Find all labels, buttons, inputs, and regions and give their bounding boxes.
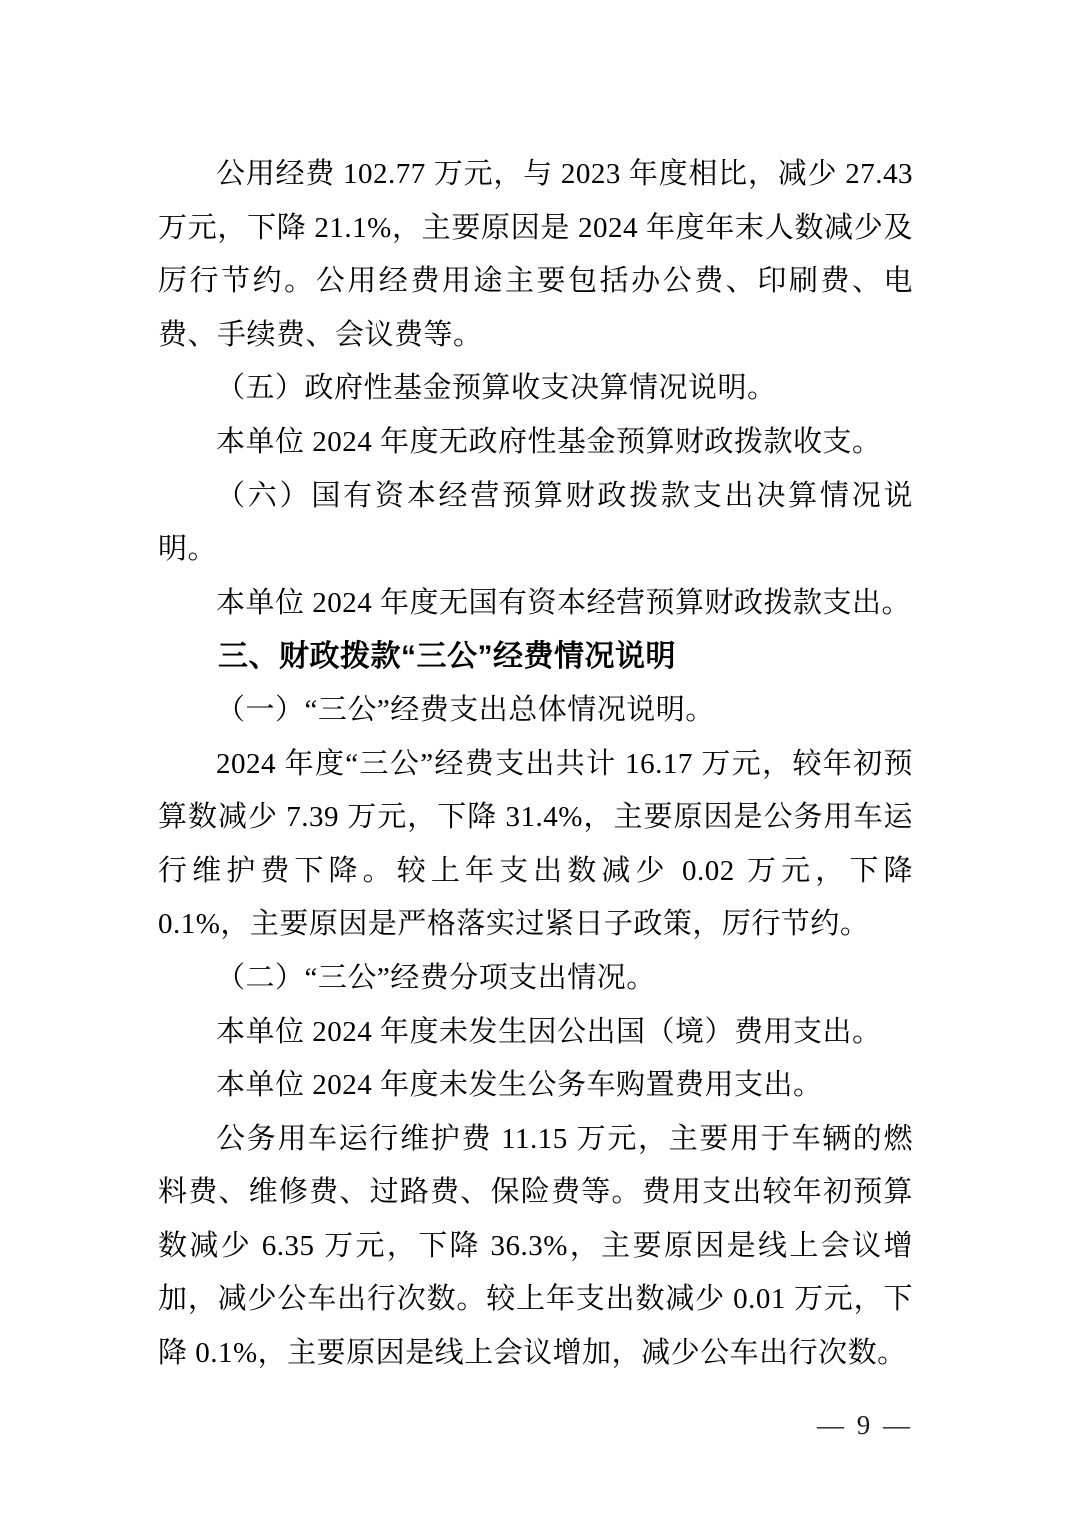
body-paragraph: （二）“三公”经费分项支出情况。 <box>216 961 656 994</box>
body-paragraph: （一）“三公”经费支出总体情况说明。 <box>216 693 715 726</box>
body-paragraph: 本单位 2024 年度无国有资本经营预算财政拨款支出。 <box>216 586 912 619</box>
body-paragraph: 公用经费 102.77 万元，与 2023 年度相比，减少 27.43 万元，下降 21.1%，主要原因是 2024 年度年末人数减少及厉行节约。公用经费用途主要包括办公费、印刷费、电费、手续费、会议费等。 <box>158 158 913 351</box>
page-footer <box>0 1399 913 1452</box>
body-paragraph: 本单位 2024 年度无政府性基金预算财政拨款收支。 <box>216 425 882 458</box>
body-paragraph: 本单位 2024 年度未发生因公出国（境）费用支出。 <box>216 1015 882 1048</box>
section-heading: 三、财政拨款“三公”经费情况说明 <box>218 640 676 674</box>
body-paragraph: 2024 年度“三公”经费支出共计 16.17 万元，较年初预算数减少 7.39 万元，下降 31.4%，主要原因是公务用车运行维护费下降。较上年支出数减少 0.02 万元，下降 0.1%，主要原因是严格落实过紧日子政策，厉行节约。 <box>158 747 913 941</box>
body-paragraph: 本单位 2024 年度未发生公务车购置费用支出。 <box>216 1069 823 1102</box>
page-number: — 9 — <box>817 1410 913 1440</box>
body-paragraph: （六）国有资本经营预算财政拨款支出决算情况说明。 <box>158 479 913 566</box>
body-paragraph: （五）政府性基金预算收支决算情况说明。 <box>216 372 777 405</box>
body-paragraph: 公务用车运行维护费 11.15 万元，主要用于车辆的燃料费、维修费、过路费、保险费等。费用支出较年初预算数减少 6.35 万元，下降 36.3%，主要原因是线上会议增加，减少公车出行次数。较上年支出数减少 0.01 万元，下降 0.1%，主要原因是线上会议增加，减少公车出行次数。 <box>158 1122 913 1370</box>
document-body <box>158 148 913 1381</box>
